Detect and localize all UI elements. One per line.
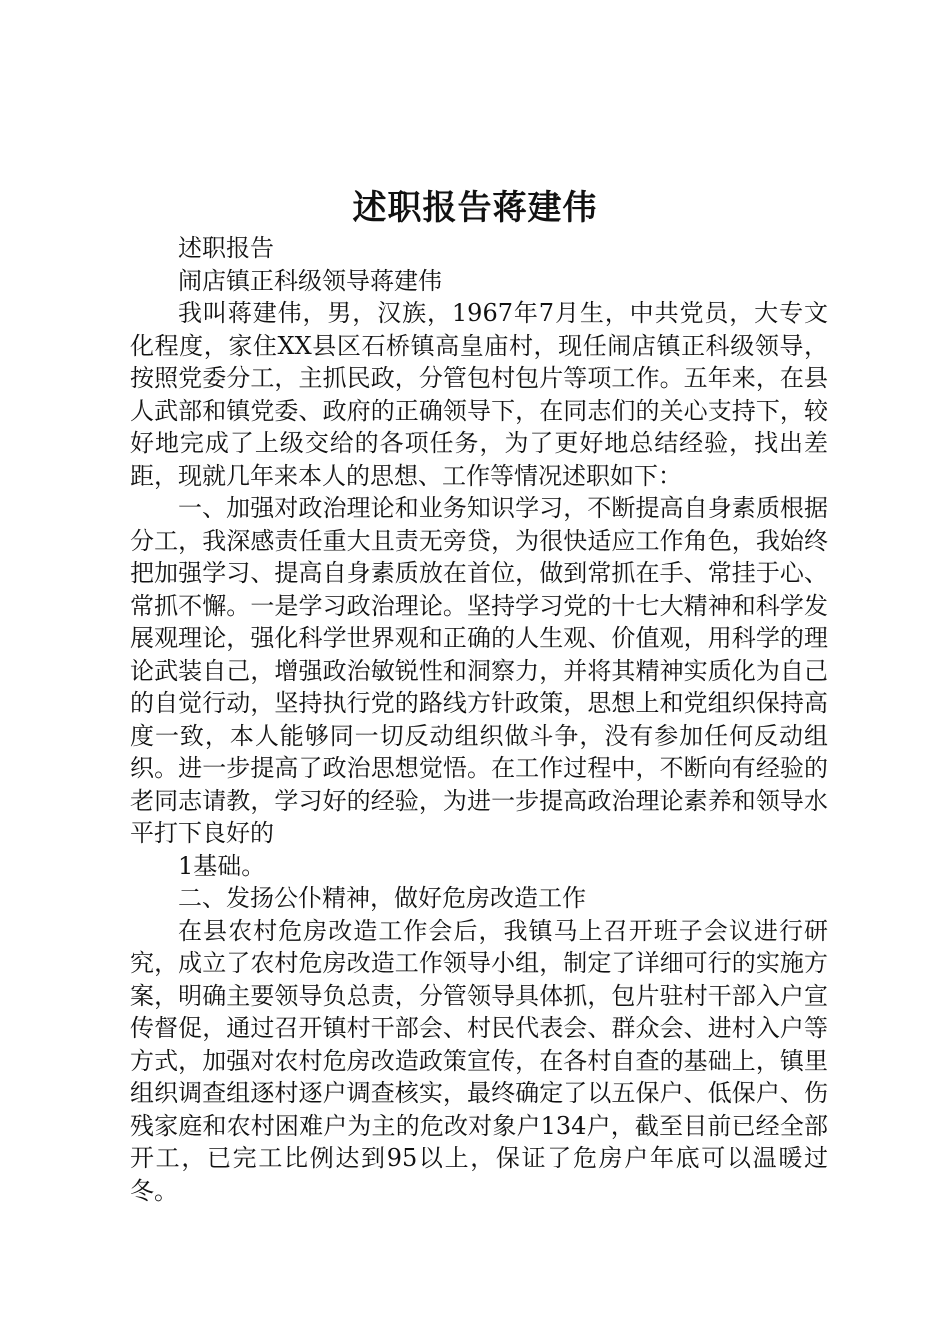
document-body (130, 232, 828, 1207)
author-line: 闹店镇正科级领导蒋建伟 (178, 266, 442, 295)
report-heading: 述职报告 (178, 234, 274, 262)
section-two-heading: 二、发扬公仆精神，做好危房改造工作 (178, 884, 586, 912)
intro-paragraph: 我叫蒋建伟，男，汉族，1967年7月生，中共党员，大专文化程度，家住XX县区石桥镇高皇庙村，现任闹店镇正科级领导，按照党委分工，主抓民政，分管包村包片等项工作。五年来，在县人武部和镇党委、政府的正确领导下，在同志们的关心支持下，较好地完成了上级交给的各项任务，为了更好地总结经验，找出差距，现就几年来本人的思想、工作等情况述职如下： (130, 299, 828, 490)
section-one-continuation: 1基础。 (178, 851, 266, 880)
document-title: 述职报告蒋建伟 (352, 188, 598, 228)
section-one-paragraph: 一、加强对政治理论和业务知识学习，不断提高自身素质根据分工，我深感责任重大且责无旁贷，为很快适应工作角色，我始终把加强学习、提高自身素质放在首位，做到常抓在手、常挂于心、常抓不懈。一是学习政治理论。坚持学习党的十七大精神和科学发展观理论，强化科学世界观和正确的人生观、价值观，用科学的理论武装自己，增强政治敏锐性和洞察力，并将其精神实质化为自己的自觉行动，坚持执行党的路线方针政策，思想上和党组织保持高度一致，本人能够同一切反动组织做斗争，没有参加任何反动组织。进一步提高了政治思想觉悟。在工作过程中，不断向有经验的老同志请教，学习好的经验，为进一步提高政治理论素养和领导水平打下良好的 (130, 494, 828, 847)
section-two-paragraph: 在县农村危房改造工作会后，我镇马上召开班子会议进行研究，成立了农村危房改造工作领导小组，制定了详细可行的实施方案，明确主要领导负总责，分管领导具体抓，包片驻村干部入户宣传督促，通过召开镇村干部会、村民代表会、群众会、进村入户等方式，加强对农村危房改造政策宣传，在各村自查的基础上，镇里组织调查组逐村逐户调查核实，最终确定了以五保户、低保户、伤残家庭和农村困难户为主的危改对象户134户，截至目前已经全部开工，已完工比例达到95以上，保证了危房户年底可以温暖过冬。 (130, 916, 828, 1205)
